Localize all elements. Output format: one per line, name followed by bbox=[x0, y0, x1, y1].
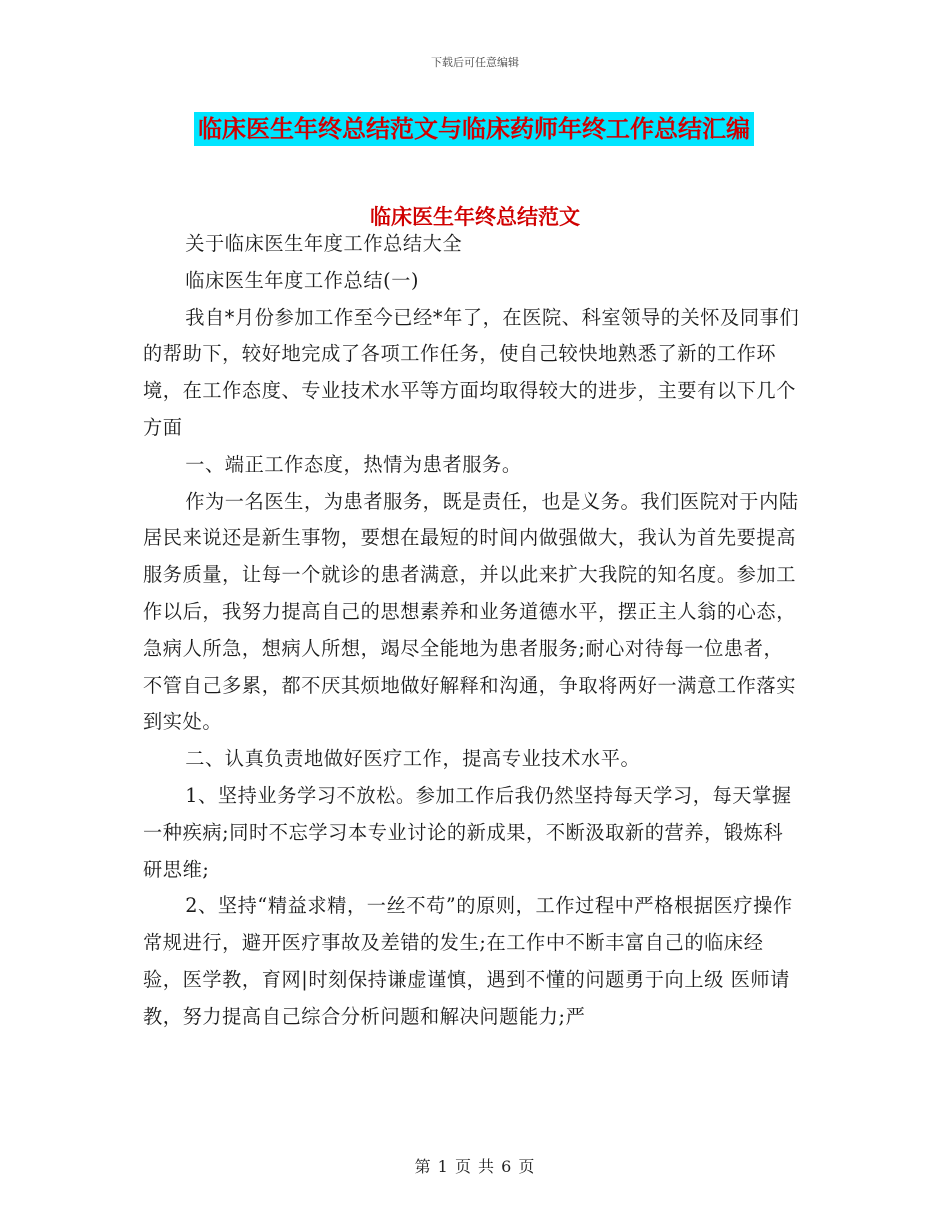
paragraph: 二、认真负责地做好医疗工作，提高专业技术水平。 bbox=[185, 747, 641, 771]
paragraph: 我自*月份参加工作至今已经*年了，在医院、科室领导的关怀及同事们的帮助下，较好地完成了各项工作任务，使自己较快地熟悉了新的工作环境，在工作态度、专业技术水平等方面均取得较大的进步，主要有以下几个方面 bbox=[143, 305, 800, 439]
main-title: 临床医生年终总结范文与临床药师年终工作总结汇编 bbox=[194, 112, 754, 146]
body-text bbox=[143, 226, 803, 1036]
header-note: 下载后可任意编辑 bbox=[431, 56, 519, 69]
page-footer: 第 1 页 共 6 页 bbox=[414, 1157, 536, 1176]
sub-title: 临床医生年终总结范文 bbox=[370, 205, 580, 229]
paragraph: 1、坚持业务学习不放松。参加工作后我仍然坚持每天学习，每天掌握一种疾病;同时不忘学习本专业讨论的新成果，不断汲取新的营养，锻炼科研思维; bbox=[143, 783, 792, 881]
paragraph: 作为一名医生，为患者服务，既是责任，也是义务。我们医院对于内陆居民来说还是新生事物，要想在最短的时间内做强做大，我认为首先要提高服务质量，让每一个就诊的患者满意，并以此来扩大我院的知名度。参加工作以后，我努力提高自己的思想素养和业务道德水平，摆正主人翁的心态，急病人所急，想病人所想，竭尽全能地为患者服务;耐心对待每一位患者，不管自己多累，都不厌其烦地做好解释和沟通，争取将两好一满意工作落实到实处。 bbox=[143, 489, 799, 734]
paragraph: 2、坚持“精益求精，一丝不苟”的原则，工作过程中严格根据医疗操作常规进行，避开医疗事故及差错的发生;在工作中不断丰富自己的临床经验，医学教，育网|时刻保持谦虚谨慎，遇到不懂的问题勇于向上级 医师请教，努力提高自己综合分析问题和解决问题能力;严 bbox=[143, 894, 793, 1028]
paragraph: 临床医生年度工作总结(一) bbox=[185, 268, 420, 292]
paragraph: 一、端正工作态度，热情为患者服务。 bbox=[185, 452, 522, 476]
paragraph: 关于临床医生年度工作总结大全 bbox=[185, 232, 463, 255]
